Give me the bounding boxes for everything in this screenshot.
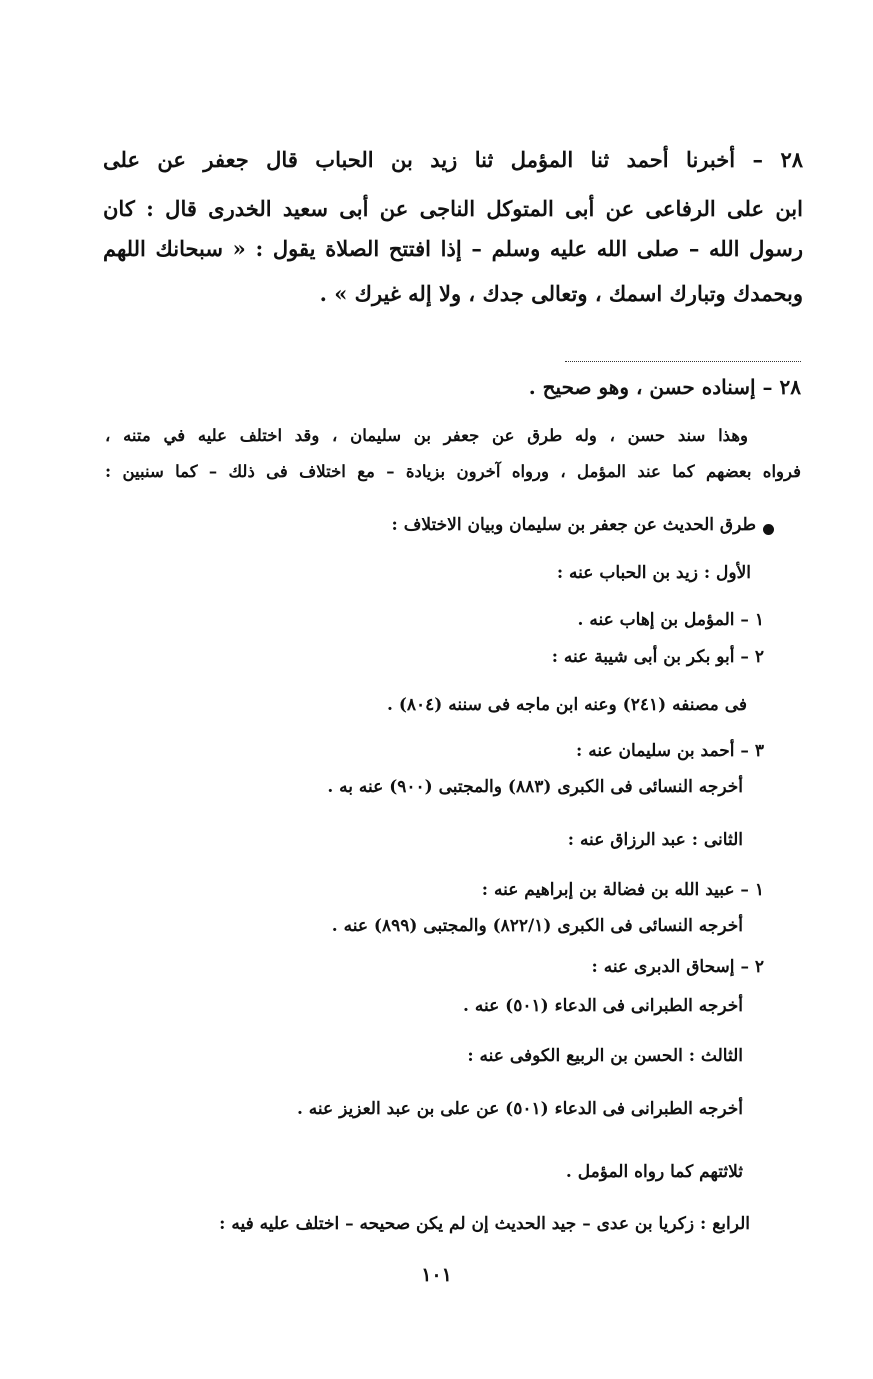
turuq-title: طرق الحديث عن جعفر بن سليمان وبيان الاختلاف :	[391, 515, 756, 535]
commentary-line: ٢ – إسحاق الدبرى عنه :	[591, 957, 764, 977]
hadith-line: ٢٨ – أخبرنا أحمد ثنا المؤمل ثنا زيد بن الحباب قال جعفر عن على	[103, 147, 803, 172]
hadith-line: ابن على الرفاعى عن أبى المتوكل الناجى عن أبى سعيد الخدرى قال : كان	[103, 196, 803, 221]
bullet-icon	[763, 524, 774, 535]
commentary-line: أخرجه النسائى فى الكبرى (٨٨٣) والمجتبى (٩٠٠) عنه به .	[327, 777, 743, 797]
commentary-line: ٣ – أحمد بن سليمان عنه :	[576, 741, 764, 761]
commentary-line: ١ – المؤمل بن إهاب عنه .	[577, 610, 764, 630]
commentary-intro-line: فرواه بعضهم كما عند المؤمل ، ورواه آخرون بزيادة – مع اختلاف فى ذلك – كما سنبين :	[105, 462, 801, 481]
commentary-line: الثانى : عبد الرزاق عنه :	[567, 830, 743, 850]
commentary-line: أخرجه النسائى فى الكبرى (٨٢٢/١) والمجتبى (٨٩٩) عنه .	[331, 916, 743, 936]
commentary-line: فى مصنفه (٢٤١) وعنه ابن ماجه فى سننه (٨٠٤) .	[387, 695, 747, 715]
commentary-line: أخرجه الطبرانى فى الدعاء (٥٠١) عنه .	[463, 996, 743, 1016]
commentary-line: ١ – عبيد الله بن فضالة بن إبراهيم عنه :	[481, 880, 764, 900]
commentary-line: الأول : زيد بن الحباب عنه :	[556, 563, 751, 583]
commentary-intro-line: وهذا سند حسن ، وله طرق عن جعفر بن سليمان ، وقد اختلف عليه في متنه ،	[105, 426, 748, 445]
page-number: ١٠١	[421, 1264, 452, 1286]
commentary-heading: ٢٨ – إسناده حسن ، وهو صحيح .	[528, 375, 801, 399]
hadith-line: رسول الله – صلى الله عليه وسلم – إذا افتتح الصلاة يقول : « سبحانك اللهم	[103, 236, 803, 261]
hadith-line: وبحمدك وتبارك اسمك ، وتعالى جدك ، ولا إله غيرك » .	[319, 281, 803, 306]
commentary-line: ٢ – أبو بكر بن أبى شيبة عنه :	[551, 647, 764, 667]
footnote-divider	[565, 361, 801, 362]
commentary-line: أخرجه الطبرانى فى الدعاء (٥٠١) عن على بن عبد العزيز عنه .	[296, 1099, 743, 1119]
commentary-line: الرابع : زكريا بن عدى – جيد الحديث إن لم يكن صحيحه – اختلف عليه فيه :	[219, 1214, 750, 1234]
commentary-line: ثلاثتهم كما رواه المؤمل .	[565, 1162, 743, 1182]
commentary-line: الثالث : الحسن بن الربيع الكوفى عنه :	[467, 1046, 743, 1066]
